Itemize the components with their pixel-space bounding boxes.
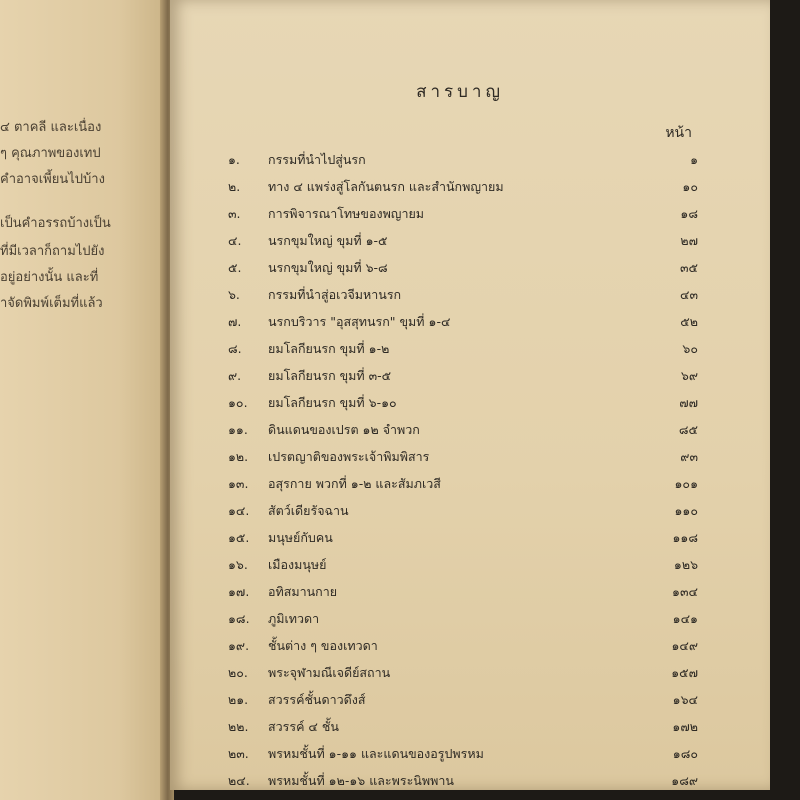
toc-entry-title: นรกขุมใหญ่ ขุมที่ ๑-๕ — [268, 233, 388, 248]
toc-entry-page: ๑๘๙ — [671, 773, 698, 788]
toc-entry-title: พรหมชั้นที่ ๑-๑๑ และแดนของอรูปพรหม — [268, 746, 484, 761]
toc-entry-page: ๘๕ — [678, 422, 698, 437]
toc-entry-page: ๑๗๒ — [672, 719, 698, 734]
toc-entry-page: ๑ — [690, 152, 698, 167]
toc-entry — [228, 177, 698, 201]
toc-entry-title: ดินแดนของเปรต ๑๒ จำพวก — [268, 422, 420, 437]
toc-entry — [228, 393, 698, 417]
toc-entry-title: การพิจารณาโทษของพญายม — [268, 206, 425, 221]
left-page-line: ๔ ตาคลี และเนื่อง — [0, 120, 102, 135]
toc-entry-title: สัตว์เดียรัจฉาน — [268, 503, 349, 518]
toc-entry-title: สวรรค์ ๔ ชั้น — [268, 719, 339, 734]
toc-entry-page: ๑๓๔ — [672, 584, 698, 599]
left-page-line: าจัดพิมพ์เต็มที่แล้ว — [0, 296, 103, 311]
toc-entry-page: ๑๑๐ — [674, 503, 698, 518]
toc-entry-title: ยมโลกียนรก ขุมที่ ๓-๕ — [268, 368, 392, 383]
toc-entry — [228, 312, 698, 336]
toc-entry-title: อทิสมานกาย — [268, 584, 338, 599]
toc-entry-title: กรรมที่นำสู่อเวจีมหานรก — [268, 287, 402, 302]
toc-entry-number: ๒๐. — [228, 665, 248, 680]
toc-entry-title: อสุรกาย พวกที่ ๑-๒ และสัมภเวสี — [268, 476, 441, 491]
toc-entry-title: สวรรค์ชั้นดาวดึงส์ — [268, 692, 366, 707]
toc-entry — [228, 609, 698, 633]
toc-entry — [228, 690, 698, 714]
toc-entry-number: ๑๒. — [228, 449, 249, 464]
toc-entry-page: ๖๐ — [682, 341, 698, 356]
toc-entry-number: ๒๑. — [228, 692, 249, 707]
toc-entry — [228, 366, 698, 390]
toc-entry-number: ๑๘. — [228, 611, 250, 626]
toc-entry-number: ๕. — [228, 260, 242, 275]
toc-entry-number: ๑๖. — [228, 557, 248, 572]
toc-entry-title: เปรตญาติของพระเจ้าพิมพิสาร — [268, 449, 430, 464]
toc-entry-number: ๑. — [228, 152, 240, 167]
toc-entry-page: ๙๓ — [680, 449, 698, 464]
toc-entry-page: ๑๒๖ — [673, 557, 698, 572]
toc-entry-number: ๑๙. — [228, 638, 250, 653]
toc-entry — [228, 258, 698, 282]
toc-entry-number: ๒๓. — [228, 746, 249, 761]
toc-entry — [228, 636, 698, 660]
toc-entry-title: นรกบริวาร "อุสสุทนรก" ขุมที่ ๑-๔ — [268, 314, 451, 329]
toc-entry — [228, 744, 698, 768]
toc-entry — [228, 474, 698, 498]
toc-entry — [228, 771, 698, 795]
toc-entry — [228, 663, 698, 687]
toc-entry-number: ๑๐. — [228, 395, 248, 410]
toc-entry-title: ยมโลกียนรก ขุมที่ ๖-๑๐ — [268, 395, 397, 410]
left-page-line: ที่มีเวลาก็ถามไปยัง — [0, 244, 105, 259]
toc-entry — [228, 339, 698, 363]
toc-entry-number: ๑๕. — [228, 530, 250, 545]
toc-entry-page: ๑๘ — [680, 206, 698, 221]
toc-entry-page: ๑๕๗ — [671, 665, 698, 680]
toc-entry-title: ยมโลกียนรก ขุมที่ ๑-๒ — [268, 341, 390, 356]
toc-entry-page: ๑๘๐ — [672, 746, 698, 761]
toc-entry-page: ๒๗ — [680, 233, 698, 248]
toc-entry-number: ๒๒. — [228, 719, 249, 734]
toc-entry — [228, 447, 698, 471]
toc-entry — [228, 555, 698, 579]
toc-entry-title: พรหมชั้นที่ ๑๒-๑๖ และพระนิพพาน — [268, 773, 454, 788]
toc-entry-page: ๑๐ — [682, 179, 698, 194]
toc-entry-page: ๖๙ — [680, 368, 698, 383]
toc-entry-title: เมืองมนุษย์ — [268, 557, 327, 572]
toc-entry-number: ๒. — [228, 179, 241, 194]
toc-entry-page: ๑๖๔ — [672, 692, 698, 707]
toc-entry-number: ๒๔. — [228, 773, 250, 788]
toc-entry — [228, 582, 698, 606]
toc-entry — [228, 204, 698, 228]
left-page-line: อยู่อย่างนั้น และที่ — [0, 270, 99, 285]
toc-entry-number: ๓. — [228, 206, 241, 221]
left-page-line: ๆ คุณภาพของเทป — [0, 146, 101, 161]
toc-entry-number: ๑๑. — [228, 422, 248, 437]
toc-entry-page: ๑๐๑ — [674, 476, 698, 491]
toc-entry-number: ๘. — [228, 341, 242, 356]
left-page-line: คำอาจเพี้ยนไปบ้าง — [0, 172, 105, 187]
toc-entry-page: ๑๑๘ — [672, 530, 698, 545]
toc-entry-number: ๑๓. — [228, 476, 249, 491]
toc-entry — [228, 285, 698, 309]
toc-entry-page: ๕๒ — [680, 314, 698, 329]
left-page — [0, 0, 170, 800]
toc-entry-page: ๓๕ — [679, 260, 698, 275]
toc-entry-title: กรรมที่นำไปสู่นรก — [268, 152, 366, 167]
toc-entry-number: ๑๔. — [228, 503, 250, 518]
toc-entry — [228, 717, 698, 741]
toc-entry-title: พระจุฬามณีเจดีย์สถาน — [268, 665, 391, 680]
toc-entry-page: ๗๗ — [679, 395, 698, 410]
toc-entry — [228, 420, 698, 444]
toc-entry-title: ภูมิเทวดา — [268, 611, 320, 626]
toc-title: สารบาญ — [416, 82, 504, 102]
right-page — [170, 0, 770, 790]
toc-entry-page: ๔๓ — [679, 287, 698, 302]
toc-entry-number: ๖. — [228, 287, 240, 302]
toc-entry — [228, 150, 698, 174]
toc-entry-page: ๑๔๙ — [671, 638, 698, 653]
left-page-line: เป็นคำอรรถบ้างเป็น — [0, 216, 111, 231]
toc-entry-title: มนุษย์กับคน — [268, 530, 333, 545]
toc-entry-number: ๙. — [228, 368, 242, 383]
toc-entry-title: ทาง ๔ แพร่งสู่โลกันตนรก และสำนักพญายม — [268, 179, 504, 194]
toc-entry-page: ๑๔๑ — [672, 611, 698, 626]
toc-entry-number: ๗. — [228, 314, 242, 329]
toc-entry — [228, 231, 698, 255]
toc-entry-number: ๑๗. — [228, 584, 250, 599]
page-column-label: หน้า — [665, 125, 692, 141]
toc-entry — [228, 501, 698, 525]
toc-entry-title: นรกขุมใหญ่ ขุมที่ ๖-๘ — [268, 260, 388, 275]
toc-entry-title: ชั้นต่าง ๆ ของเทวดา — [268, 638, 378, 653]
toc-entry-number: ๔. — [228, 233, 242, 248]
toc-entry — [228, 528, 698, 552]
